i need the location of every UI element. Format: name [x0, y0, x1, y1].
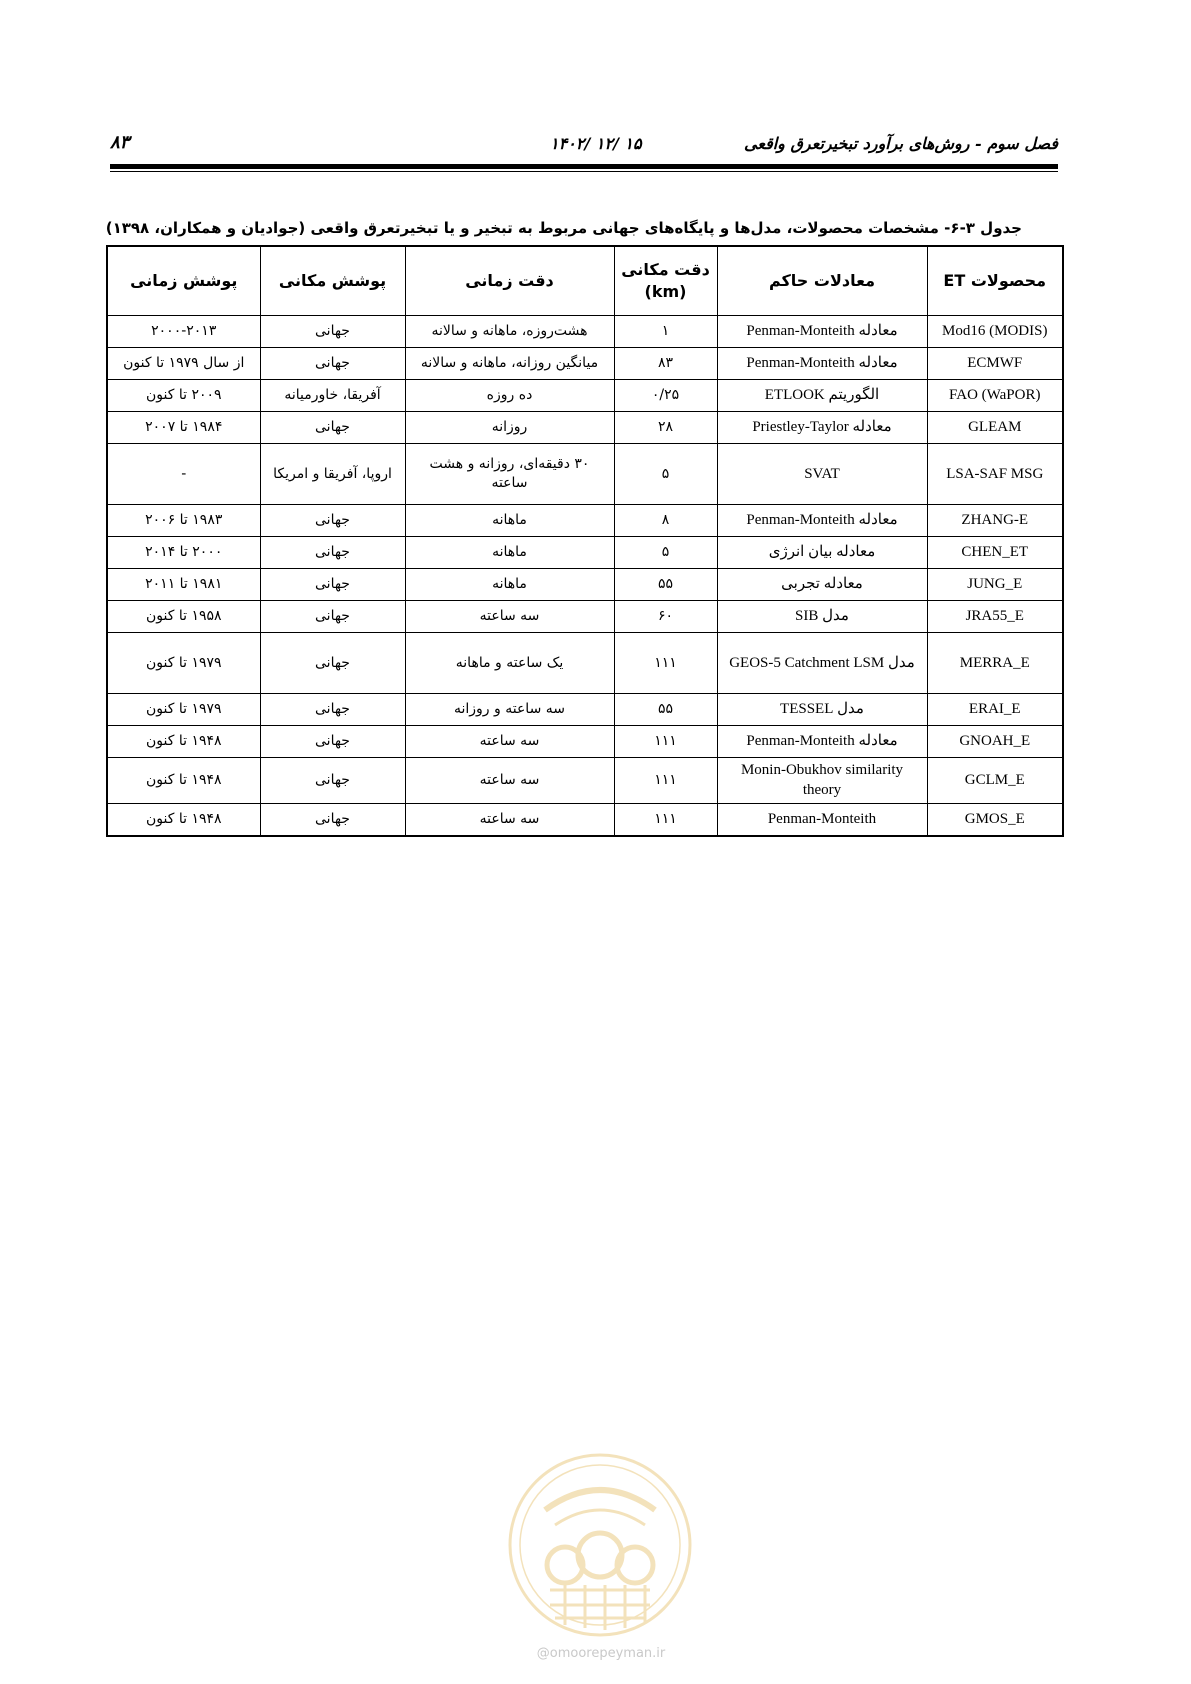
- table-row: [107, 803, 1063, 836]
- table-row: [107, 569, 1063, 601]
- cell-spatial-coverage: جهانی: [260, 758, 405, 804]
- cell-equation: Penman-Monteith: [717, 803, 927, 836]
- cell-temporal-coverage: -: [107, 444, 260, 505]
- cell-spatial-coverage: آفریقا، خاورمیانه: [260, 380, 405, 412]
- cell-spatial-coverage: جهانی: [260, 601, 405, 633]
- cell-spatial-resolution: ۵: [614, 537, 717, 569]
- cell-temporal-coverage: ۱۹۸۳ تا ۲۰۰۶: [107, 505, 260, 537]
- cell-spatial-resolution: ۱۱۱: [614, 803, 717, 836]
- cell-spatial-coverage: اروپا، آفریقا و امریکا: [260, 444, 405, 505]
- cell-product: GCLM_E: [927, 758, 1063, 804]
- header-product: محصولات ET: [927, 246, 1063, 316]
- table-row: [107, 380, 1063, 412]
- cell-temporal-resolution: ماهانه: [405, 537, 614, 569]
- cell-equation: الگوریتم ETLOOK: [717, 380, 927, 412]
- cell-product: (MODIS) Mod16: [927, 316, 1063, 348]
- cell-product: ECMWF: [927, 348, 1063, 380]
- cell-equation: SVAT: [717, 444, 927, 505]
- cell-equation: مدل TESSEL: [717, 694, 927, 726]
- table-row: [107, 694, 1063, 726]
- cell-temporal-resolution: ماهانه: [405, 569, 614, 601]
- cell-temporal-coverage: ۱۹۸۴ تا ۲۰۰۷: [107, 412, 260, 444]
- cell-equation: معادله Penman-Monteith: [717, 316, 927, 348]
- table-row: [107, 633, 1063, 694]
- header-spatial-resolution-unit: (km): [644, 282, 687, 301]
- cell-temporal-coverage: ۱۹۵۸ تا کنون: [107, 601, 260, 633]
- cell-spatial-resolution: ۵: [614, 444, 717, 505]
- header-spatial-coverage: پوشش مکانی: [260, 246, 405, 316]
- cell-spatial-resolution: ۸۳: [614, 348, 717, 380]
- cell-spatial-resolution: ۸: [614, 505, 717, 537]
- cell-temporal-resolution: یک ساعته و ماهانه: [405, 633, 614, 694]
- cell-temporal-coverage: ۱۹۷۹ تا کنون: [107, 694, 260, 726]
- header-spatial-resolution: [614, 246, 717, 316]
- cell-temporal-resolution: میانگین روزانه، ماهانه و سالانه: [405, 348, 614, 380]
- cell-spatial-coverage: جهانی: [260, 505, 405, 537]
- header-equations: معادلات حاکم: [717, 246, 927, 316]
- cell-spatial-resolution: ۵۵: [614, 569, 717, 601]
- cell-spatial-coverage: جهانی: [260, 569, 405, 601]
- cell-product: GMOS_E: [927, 803, 1063, 836]
- table-header-row: [107, 246, 1063, 316]
- table-row: [107, 758, 1063, 804]
- table-row: [107, 316, 1063, 348]
- cell-equation: معادله Penman-Monteith: [717, 348, 927, 380]
- cell-spatial-coverage: جهانی: [260, 633, 405, 694]
- table-row: [107, 444, 1063, 505]
- cell-temporal-resolution: سه ساعته: [405, 758, 614, 804]
- cell-product: GLEAM: [927, 412, 1063, 444]
- cell-spatial-resolution: ۵۵: [614, 694, 717, 726]
- watermark-site: @omoorepeyman.ir: [536, 1646, 666, 1661]
- header-spatial-resolution-label: دقت مکانی: [621, 260, 710, 280]
- watermark-logo: [505, 1450, 695, 1640]
- chapter-title: فصل سوم - روش‌های برآورد تبخیرتعرق واقعی: [744, 134, 1058, 153]
- page-number: ۸۳: [110, 132, 130, 153]
- cell-temporal-resolution: سه ساعته: [405, 726, 614, 758]
- cell-equation: معادله بیان انرژی: [717, 537, 927, 569]
- cell-spatial-resolution: ۱۱۱: [614, 726, 717, 758]
- table-row: [107, 505, 1063, 537]
- cell-product: FAO (WaPOR): [927, 380, 1063, 412]
- cell-spatial-coverage: جهانی: [260, 694, 405, 726]
- cell-equation: مدل SIB: [717, 601, 927, 633]
- cell-spatial-coverage: جهانی: [260, 537, 405, 569]
- cell-spatial-resolution: ۲۸: [614, 412, 717, 444]
- et-products-table: [106, 245, 1064, 837]
- cell-spatial-resolution: ۰/۲۵: [614, 380, 717, 412]
- cell-product: GNOAH_E: [927, 726, 1063, 758]
- cell-temporal-coverage: از سال ۱۹۷۹ تا کنون: [107, 348, 260, 380]
- table-row: [107, 601, 1063, 633]
- header-date: ۱۴۰۲/ ۱۲/ ۱۵: [550, 134, 642, 153]
- table-body: [107, 316, 1063, 836]
- cell-temporal-resolution: سه ساعته: [405, 601, 614, 633]
- cell-temporal-coverage: ۱۹۷۹ تا کنون: [107, 633, 260, 694]
- cell-temporal-coverage: ۲۰۰۰-۲۰۱۳: [107, 316, 260, 348]
- cell-temporal-coverage: ۲۰۰۹ تا کنون: [107, 380, 260, 412]
- cell-spatial-resolution: ۱: [614, 316, 717, 348]
- cell-spatial-resolution: ۱۱۱: [614, 758, 717, 804]
- cell-product: ZHANG-E: [927, 505, 1063, 537]
- cell-product: JRA55_E: [927, 601, 1063, 633]
- cell-equation: معادله Penman-Monteith: [717, 505, 927, 537]
- cell-equation: Monin-Obukhov similarity theory: [717, 758, 927, 804]
- header-rule-thick: [110, 164, 1058, 169]
- table-caption: جدول ۳-۶- مشخصات محصولات، مدل‌ها و پایگاه‌های جهانی مربوط به تبخیر و یا تبخیرتعرق واقعی (جوادیان و همکاران، ۱۳۹۸): [105, 219, 1022, 237]
- cell-spatial-resolution: ۱۱۱: [614, 633, 717, 694]
- cell-spatial-coverage: جهانی: [260, 348, 405, 380]
- cell-temporal-coverage: ۱۹۴۸ تا کنون: [107, 758, 260, 804]
- cell-temporal-resolution: ده روزه: [405, 380, 614, 412]
- cell-temporal-resolution: ۳۰ دقیقه‌ای، روزانه و هشت ساعته: [405, 444, 614, 505]
- cell-spatial-coverage: جهانی: [260, 803, 405, 836]
- table-row: [107, 726, 1063, 758]
- header-temporal-coverage: پوشش زمانی: [107, 246, 260, 316]
- cell-temporal-coverage: ۱۹۴۸ تا کنون: [107, 726, 260, 758]
- page-header: [110, 128, 1058, 158]
- cell-temporal-resolution: هشت‌روزه، ماهانه و سالانه: [405, 316, 614, 348]
- cell-spatial-coverage: جهانی: [260, 412, 405, 444]
- cell-product: JUNG_E: [927, 569, 1063, 601]
- cell-equation: معادله Penman-Monteith: [717, 726, 927, 758]
- cell-product: CHEN_ET: [927, 537, 1063, 569]
- cell-temporal-coverage: ۱۹۸۱ تا ۲۰۱۱: [107, 569, 260, 601]
- table-row: [107, 537, 1063, 569]
- cell-equation: مدل GEOS-5 Catchment LSM: [717, 633, 927, 694]
- cell-temporal-resolution: ماهانه: [405, 505, 614, 537]
- cell-equation: معادله Priestley-Taylor: [717, 412, 927, 444]
- cell-product: MERRA_E: [927, 633, 1063, 694]
- cell-temporal-resolution: سه ساعته و روزانه: [405, 694, 614, 726]
- table-row: [107, 412, 1063, 444]
- table-row: [107, 348, 1063, 380]
- header-temporal-resolution: دقت زمانی: [405, 246, 614, 316]
- cell-spatial-coverage: جهانی: [260, 726, 405, 758]
- cell-product: LSA-SAF MSG: [927, 444, 1063, 505]
- header-rule-thin: [110, 171, 1058, 172]
- cell-temporal-coverage: ۲۰۰۰ تا ۲۰۱۴: [107, 537, 260, 569]
- cell-temporal-resolution: سه ساعته: [405, 803, 614, 836]
- cell-spatial-coverage: جهانی: [260, 316, 405, 348]
- cell-temporal-resolution: روزانه: [405, 412, 614, 444]
- cell-product: ERAI_E: [927, 694, 1063, 726]
- cell-temporal-coverage: ۱۹۴۸ تا کنون: [107, 803, 260, 836]
- cell-equation: معادله تجربی: [717, 569, 927, 601]
- cell-spatial-resolution: ۶۰: [614, 601, 717, 633]
